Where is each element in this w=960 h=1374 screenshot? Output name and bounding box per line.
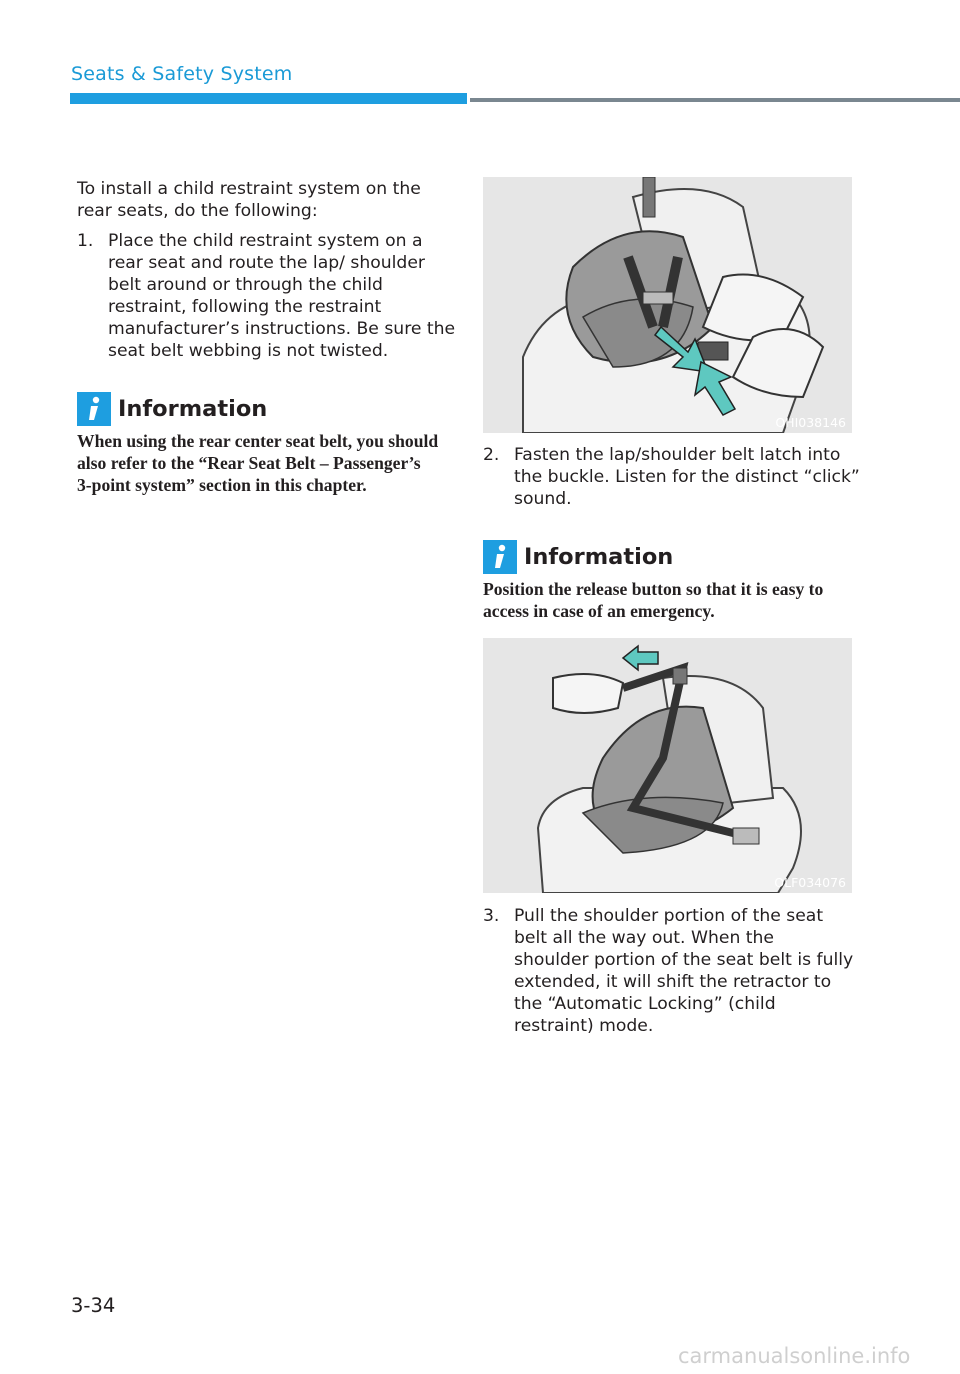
header-rule-blue	[70, 93, 467, 104]
watermark: carmanualsonline.info	[678, 1344, 911, 1368]
figure-shoulder-belt	[483, 638, 852, 893]
info-title: Information	[524, 544, 674, 570]
right-column-lower	[483, 905, 853, 1037]
step-text: Pull the shoulder portion of the seat belt all the way out. When the shoulder portion of the seat belt is fully extended, it will shift the retractor to the “Automatic Locking” (child restraint) mode.	[514, 906, 854, 1036]
header-rule-gray	[470, 98, 960, 102]
info-heading	[483, 540, 853, 574]
child-seat-buckle-illustration	[483, 177, 852, 433]
step-2	[483, 444, 864, 510]
shoulder-belt-illustration	[483, 638, 852, 893]
info-title: Information	[118, 396, 268, 422]
step-text: Place the child restraint system on a rear seat and route the lap/ shoulder belt around or through the child restraint, following the restraint manufacturer’s instructions. Be sure the seat belt webbing is not twisted.	[108, 231, 456, 361]
figure-seat-buckle	[483, 177, 852, 433]
right-column	[483, 444, 860, 622]
section-title: Seats & Safety System	[71, 63, 293, 85]
figure-code: OLF034076	[774, 875, 846, 890]
left-column	[77, 178, 456, 496]
information-icon	[483, 540, 517, 574]
step-1	[77, 230, 458, 362]
step-number: 2.	[483, 445, 500, 465]
figure-code: OHI038146	[775, 415, 846, 430]
page-number: 3-34	[71, 1294, 116, 1317]
info-text: When using the rear center seat belt, you should also refer to the “Rear Seat Belt – Passenger’s 3-point system” section in this chapter.	[77, 431, 439, 495]
information-icon	[77, 392, 111, 426]
step-number: 3.	[483, 906, 500, 926]
info-text: Position the release button so that it is easy to access in case of an emergency.	[483, 579, 824, 621]
info-heading	[77, 392, 447, 426]
step-text: Fasten the lap/shoulder belt latch into the buckle. Listen for the distinct “click” sound.	[514, 445, 860, 509]
step-number: 1.	[77, 231, 94, 251]
intro-text: To install a child restraint system on the rear seats, do the following:	[77, 179, 421, 221]
step-3	[483, 905, 854, 1037]
